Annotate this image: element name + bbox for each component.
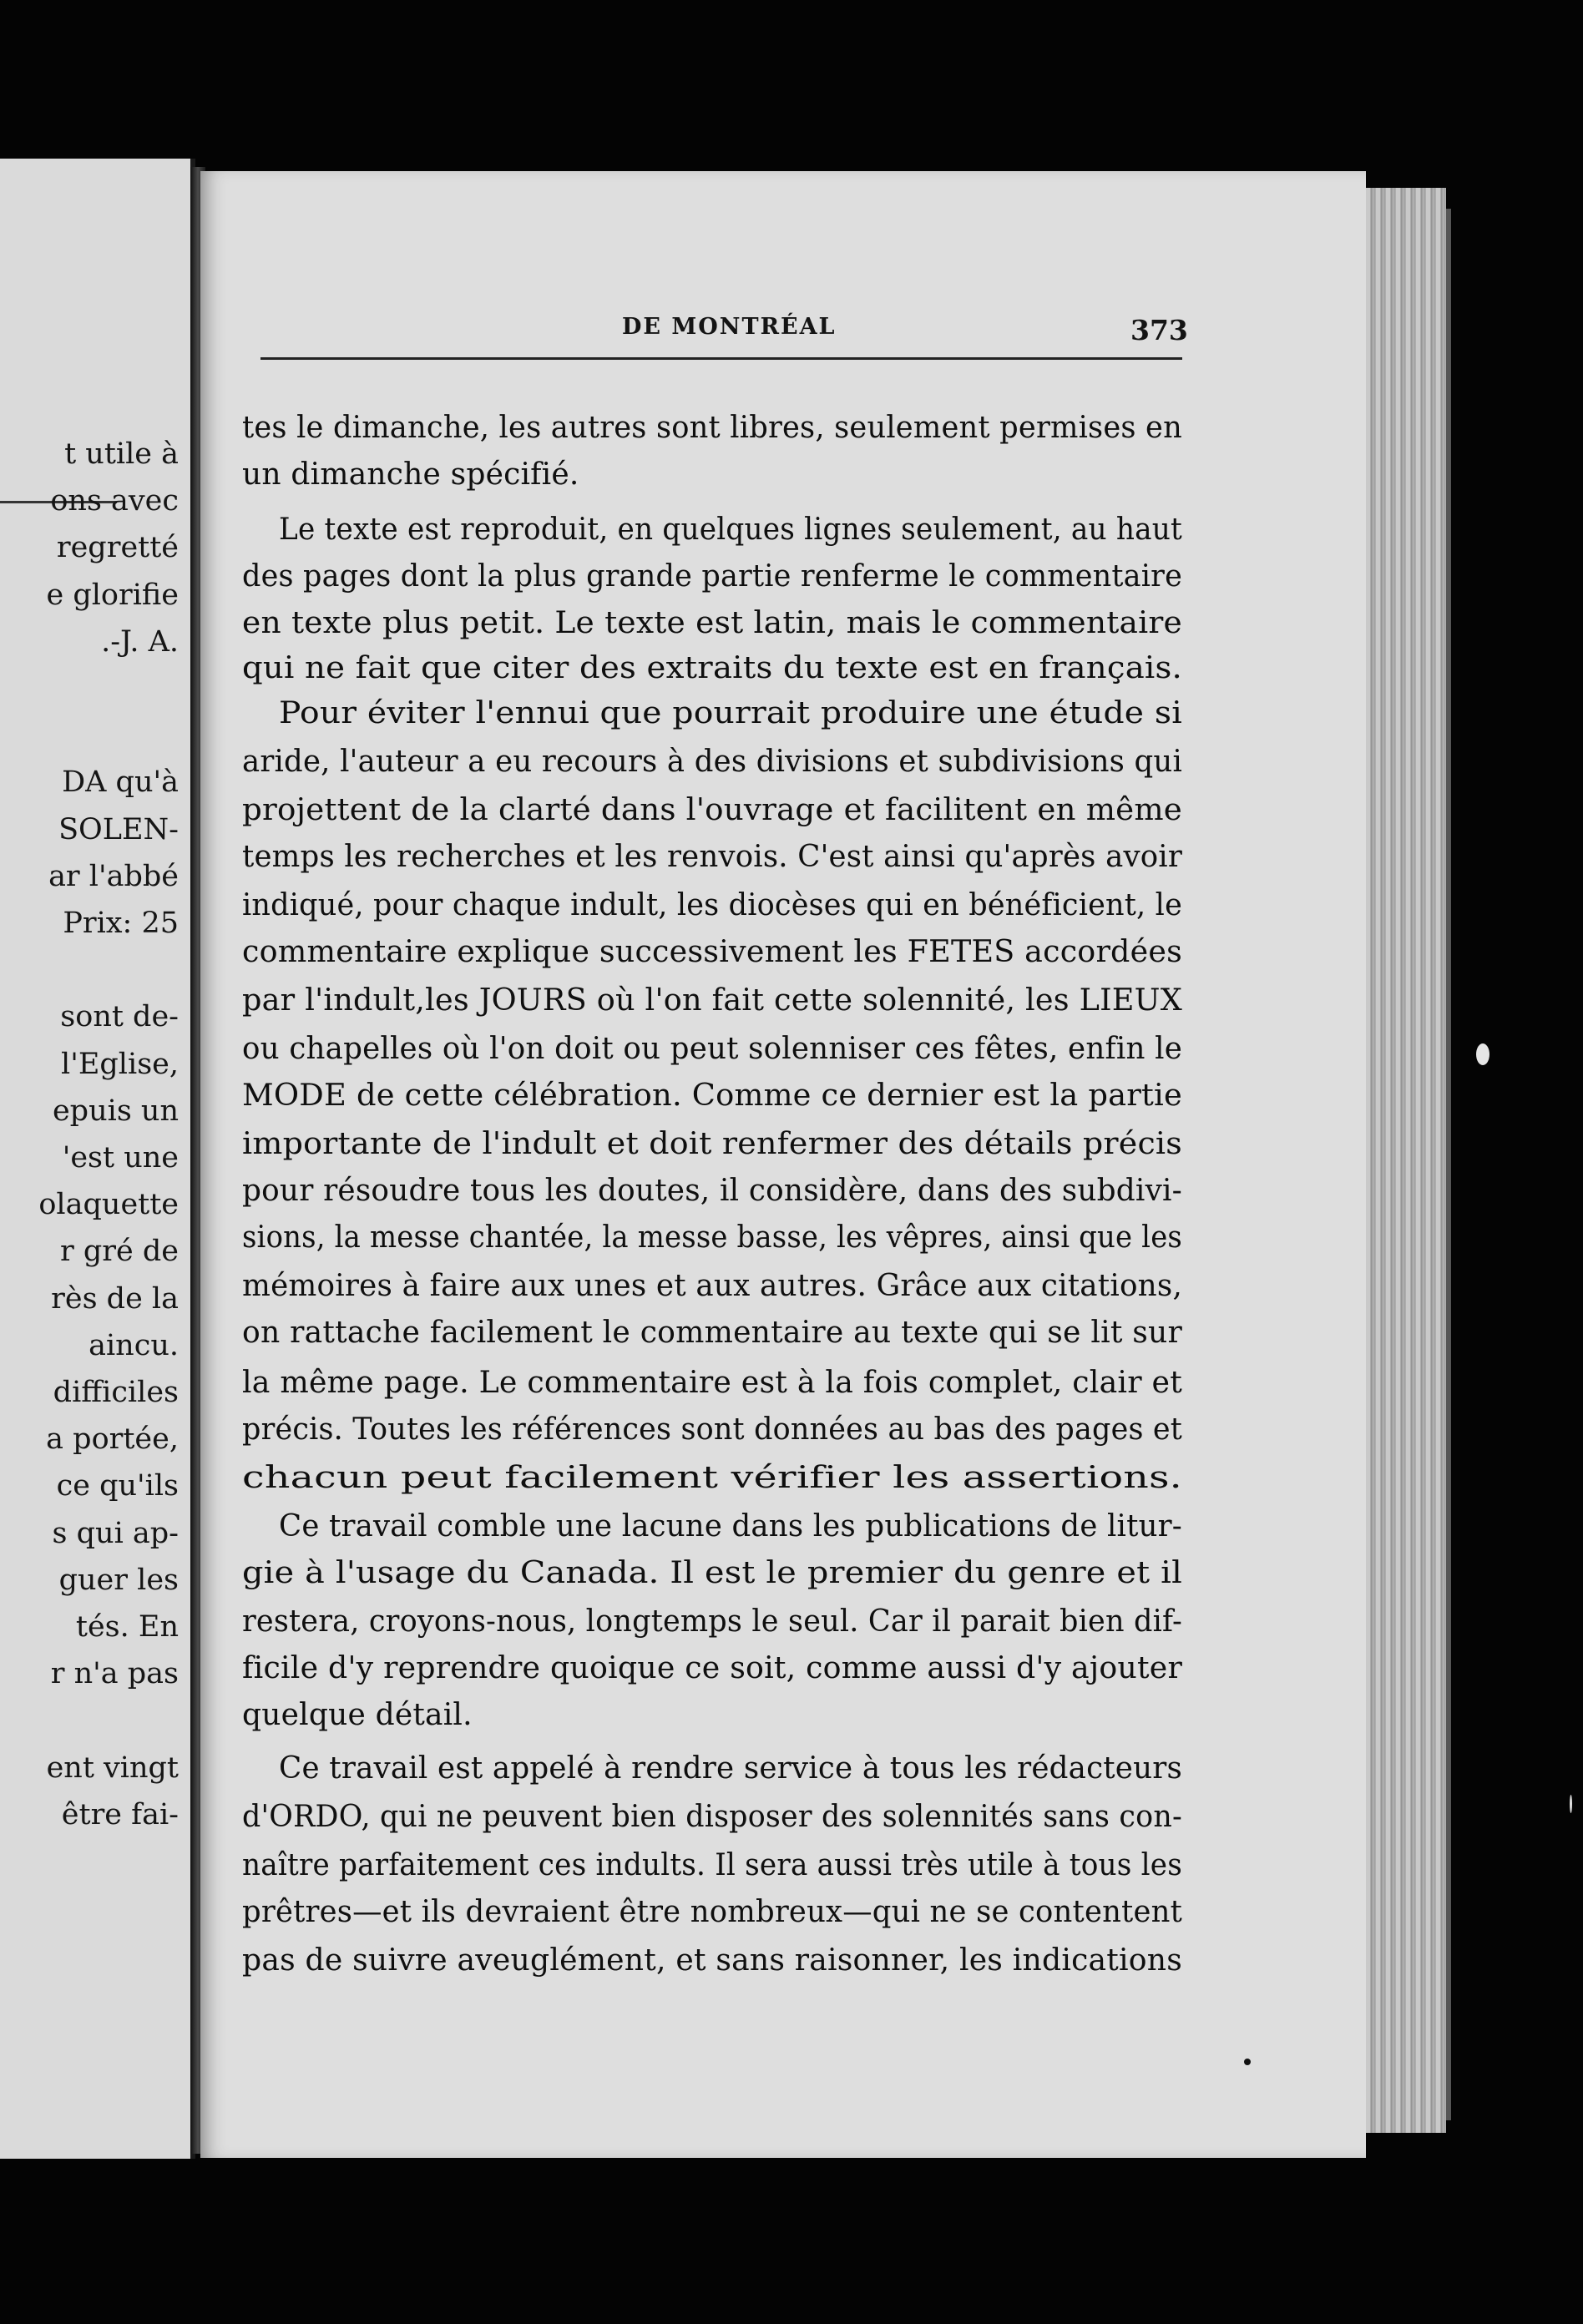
left-page-line: s qui ap- — [52, 1516, 179, 1550]
header-rule — [260, 357, 1182, 360]
body-line: d'ORDO, qui ne peuvent bien disposer des solennités sans con- — [242, 1800, 1182, 1834]
left-page-line: rès de la — [51, 1281, 179, 1316]
left-page-line: sont de- — [60, 1000, 179, 1034]
body-line: naître parfaitement ces indults. Il sera aussi très utile à tous les — [242, 1848, 1182, 1882]
body-line: commentaire explique successivement les FETES accordées — [242, 935, 1182, 969]
page-edges — [1366, 188, 1446, 2133]
left-page-line: t utile à — [64, 437, 179, 471]
body-line: Ce travail comble une lacune dans les publications de litur- — [279, 1509, 1182, 1543]
body-line: Ce travail est appelé à rendre service à tous les rédacteurs — [279, 1751, 1182, 1786]
left-page-line: DA qu'à — [62, 765, 179, 800]
left-page-line: tés. En — [75, 1610, 179, 1644]
left-page-line: l'Eglise, — [61, 1047, 179, 1081]
body-line: en texte plus petit. Le texte est latin, mais le commentaire — [242, 606, 1182, 640]
left-page-line: epuis un — [52, 1094, 179, 1128]
scan-speck — [1476, 1043, 1489, 1065]
body-line: projettent de la clarté dans l'ouvrage et facilitent en même — [242, 793, 1182, 827]
left-page-line: e glorifie — [46, 578, 179, 612]
body-line: on rattache facilement le commentaire au texte qui se lit sur — [242, 1316, 1182, 1350]
left-page-line: regretté — [56, 531, 179, 565]
body-line: prêtres—et ils devraient être nombreux—qui ne se contentent — [242, 1895, 1182, 1929]
scan-speck — [1244, 2059, 1251, 2065]
body-line: par l'indult,les JOURS où l'on fait cette solennité, les LIEUX — [242, 983, 1182, 1018]
left-page-line: .-J. A. — [101, 624, 179, 659]
body-line: pour résoudre tous les doutes, il considère, dans des subdivi- — [242, 1174, 1182, 1208]
left-page-line: 'est une — [62, 1141, 179, 1175]
running-head: DE MONTRÉAL — [622, 314, 837, 340]
body-line: gie à l'usage du Canada. Il est le premier du genre et il — [242, 1556, 1182, 1590]
left-page-line: SOLEN- — [58, 812, 179, 846]
left-page-line: olaquette — [38, 1188, 179, 1222]
body-line: restera, croyons-nous, longtemps le seul. Car il parait bien dif- — [242, 1604, 1182, 1639]
body-line: indiqué, pour chaque indult, les diocèses qui en bénéficient, le — [242, 888, 1182, 922]
left-page-line: difficiles — [53, 1376, 179, 1409]
page-number: 373 — [1130, 314, 1188, 346]
body-line: ou chapelles où l'on doit ou peut solenniser ces fêtes, enfin le — [242, 1032, 1182, 1066]
left-page-line: r gré de — [60, 1235, 179, 1269]
body-line: précis. Toutes les références sont données au bas des pages et — [242, 1412, 1182, 1447]
left-page-line: ons avec — [50, 484, 179, 518]
body-line: un dimanche spécifié. — [242, 457, 579, 492]
body-line: quelque détail. — [242, 1698, 473, 1732]
page-edges-shadow — [1446, 209, 1451, 2120]
left-page-line: Prix: 25 — [63, 907, 179, 940]
body-line: temps les recherches et les renvois. C'est ainsi qu'après avoir — [242, 840, 1182, 874]
body-line: ficile d'y reprendre quoique ce soit, comme aussi d'y ajouter — [242, 1651, 1182, 1685]
left-page-line: guer les — [58, 1563, 179, 1597]
body-line: Le texte est reproduit, en quelques lignes seulement, au haut — [279, 513, 1182, 547]
left-page-line: r n'a pas — [50, 1657, 179, 1691]
left-page-line: ce qu'ils — [56, 1469, 179, 1503]
body-line: aride, l'auteur a eu recours à des divisions et subdivisions qui — [242, 745, 1182, 779]
body-line: mémoires à faire aux unes et aux autres. Grâce aux citations, — [242, 1269, 1182, 1303]
left-page-fragment — [0, 159, 195, 2159]
scan-speck — [1570, 1795, 1572, 1813]
body-line: Pour éviter l'ennui que pourrait produire une étude si — [279, 696, 1182, 730]
left-page-line: ent vingt — [46, 1751, 179, 1785]
left-page-line: a portée, — [46, 1422, 179, 1457]
body-line: sions, la messe chantée, la messe basse, les vêpres, ainsi que les — [242, 1220, 1182, 1255]
left-page-line: aincu. — [89, 1328, 179, 1362]
body-line: qui ne fait que citer des extraits du texte est en français. — [242, 651, 1182, 685]
body-line: chacun peut facilement vérifier les assertions. — [242, 1461, 1182, 1495]
left-page-line: être fai- — [61, 1797, 179, 1831]
body-line: MODE de cette célébration. Comme ce dernier est la partie — [242, 1079, 1182, 1113]
body-line: la même page. Le commentaire est à la fois complet, clair et — [242, 1366, 1182, 1400]
body-line: des pages dont la plus grande partie renferme le commentaire — [242, 559, 1182, 594]
body-line: tes le dimanche, les autres sont libres, seulement permises en — [242, 411, 1182, 445]
body-line: importante de l'indult et doit renfermer des détails précis — [242, 1127, 1182, 1161]
body-line: pas de suivre aveuglément, et sans raisonner, les indications — [242, 1943, 1182, 1978]
left-page-line: ar l'abbé — [48, 859, 179, 893]
